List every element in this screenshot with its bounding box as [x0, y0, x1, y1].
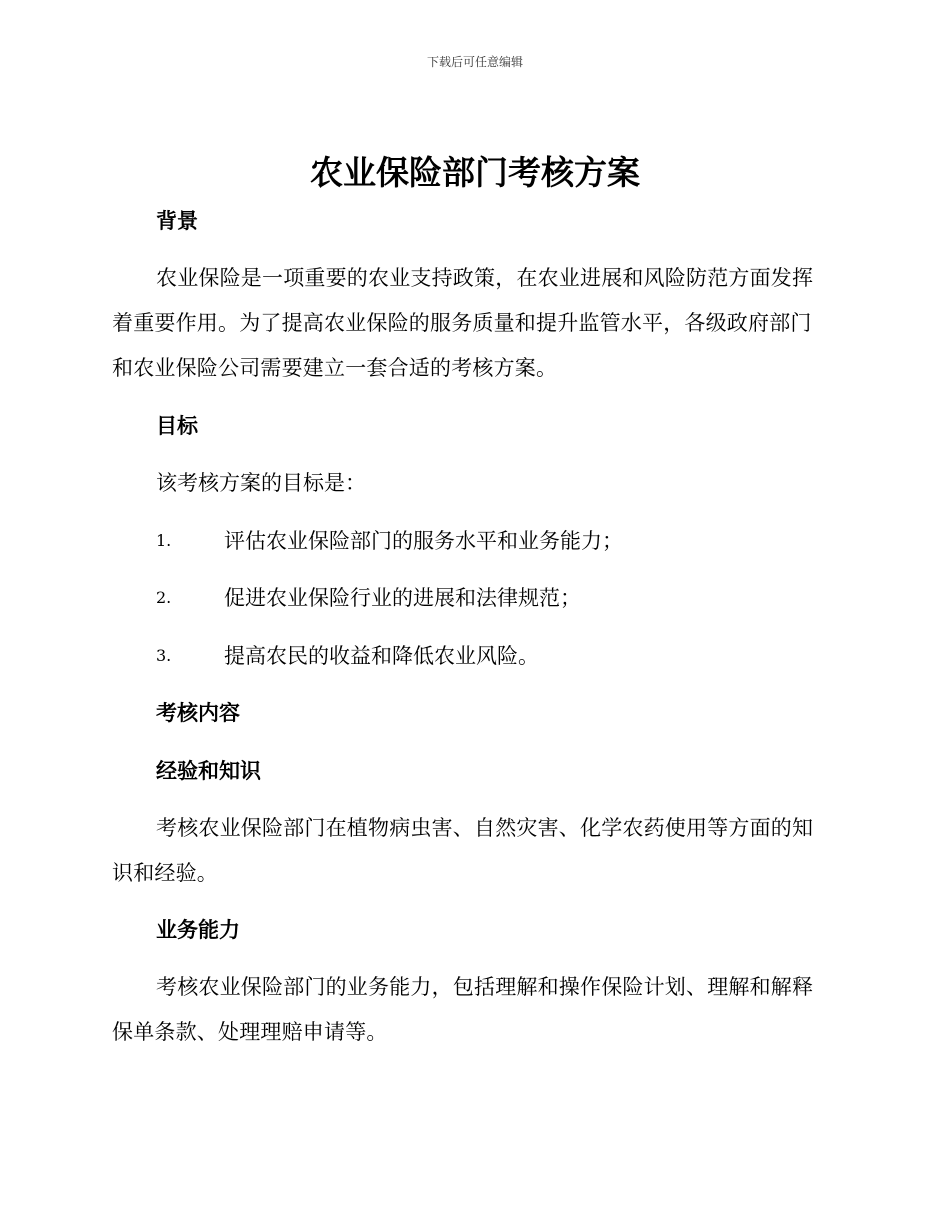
background-paragraph: 农业保险是一项重要的农业支持政策，在农业进展和风险防范方面发挥着重要作用。为了提高农业保险的服务质量和提升监管水平，各级政府部门和农业保险公司需要建立一套合适的考核方案。: [112, 266, 814, 380]
goal-list-item: [156, 526, 836, 556]
document-title: 农业保险部门考核方案: [310, 153, 640, 192]
list-number: 3.: [156, 646, 172, 665]
list-number: 2.: [156, 588, 172, 607]
goal-list-item: [156, 583, 836, 613]
list-number: 1.: [156, 531, 172, 550]
goals-intro: 该考核方案的目标是：: [156, 471, 366, 495]
experience-paragraph: 考核农业保险部门在植物病虫害、自然灾害、化学农药使用等方面的知识和经验。: [112, 816, 814, 885]
section-heading-goals: 目标: [156, 414, 198, 438]
subsection-heading-experience: 经验和知识: [156, 759, 261, 783]
goal-list-item: [156, 641, 836, 671]
section-heading-content: 考核内容: [156, 701, 240, 725]
list-text: 促进农业保险行业的进展和法律规范；: [224, 586, 581, 610]
business-paragraph: 考核农业保险部门的业务能力，包括理解和操作保险计划、理解和解释保单条款、处理理赔申请等。: [112, 975, 814, 1044]
page-header-note: 下载后可任意编辑: [426, 55, 523, 69]
list-text: 提高农民的收益和降低农业风险。: [224, 644, 539, 668]
section-heading-background: 背景: [156, 209, 198, 233]
subsection-heading-business: 业务能力: [156, 918, 240, 942]
list-text: 评估农业保险部门的服务水平和业务能力；: [224, 529, 623, 553]
